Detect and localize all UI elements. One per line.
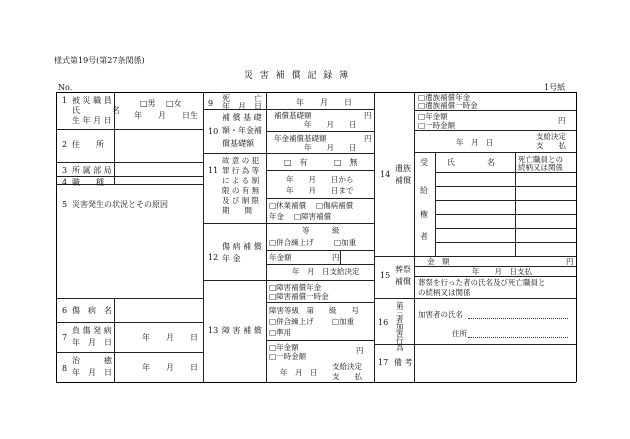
- row-4-number: 4: [62, 178, 68, 187]
- third-party-label-6: 行: [396, 336, 404, 345]
- survivor-paid-label: 支 払: [536, 141, 566, 150]
- row-6-number: 6: [62, 306, 68, 315]
- row-11-number: 11: [208, 166, 219, 175]
- recovery-date-label-b: 年 月 日: [72, 368, 112, 377]
- injury-date-label-b: 年 月 日: [72, 338, 112, 347]
- recipient-label-1: 受: [420, 158, 428, 167]
- recipient-name-header: 氏 名: [447, 158, 495, 167]
- illness-grade-field[interactable]: 等 級: [302, 226, 340, 235]
- survivor-label-b: 補償: [395, 176, 411, 185]
- death-date-label-b: 年 月 日: [222, 102, 262, 111]
- page-title: 災 害 補 償 記 録 簿: [244, 71, 351, 81]
- victim-label-c: 生 年 月 日: [72, 116, 112, 125]
- base-amount-label-a: 補 償 基 礎: [222, 113, 262, 122]
- disability-grade-field[interactable]: 障害等級 第 級 号: [269, 306, 359, 315]
- recovery-date-label-a: 治 癒: [72, 356, 112, 365]
- row-15-number: 15: [380, 271, 391, 280]
- funeral-label-a: 葬祭: [395, 265, 411, 274]
- disability-comp-label: 障 害 補 償: [222, 326, 262, 335]
- third-party-label-7: 為: [396, 343, 404, 352]
- disability-pension-checkbox[interactable]: □障害補償年金: [269, 283, 322, 292]
- recipient-relation-header-b: 続柄又は関係: [518, 163, 563, 172]
- illness-pension-amount: 年金額: [269, 253, 292, 262]
- illness-decision-date[interactable]: 年 月 日支給決定: [292, 267, 360, 276]
- gender-male-checkbox[interactable]: □男: [140, 99, 156, 108]
- base-amount-yen: 円: [364, 111, 372, 120]
- injury-date-field[interactable]: 年 月 日: [142, 333, 198, 342]
- row-16-number: 16: [378, 318, 389, 327]
- row-5-number: 5: [62, 200, 68, 209]
- funeral-label-b: 補償: [395, 277, 411, 286]
- survivor-lump-amount-checkbox[interactable]: □一時金額: [418, 121, 456, 130]
- third-party-label-1: 第: [396, 301, 404, 310]
- restriction-label-a: 故 意 の 犯: [222, 156, 260, 165]
- survivor-decision-date[interactable]: 年 月 日: [456, 138, 494, 147]
- restriction-from-date[interactable]: 年 月 日から: [286, 175, 354, 184]
- pension-option-label: 年金: [269, 212, 284, 221]
- accident-cause-label: 災害発生の状況とその原因: [72, 200, 168, 209]
- illness-pension-label-b: 年 金: [222, 254, 241, 263]
- base-amount-date[interactable]: 年 月 日: [304, 120, 357, 129]
- row-10-number: 10: [208, 127, 219, 136]
- funeral-paid-date[interactable]: 年 月 日支払: [472, 267, 532, 276]
- row-3-number: 3: [62, 166, 68, 175]
- base-amount-field: 補償基礎額: [274, 111, 312, 120]
- record-no-label: No.: [58, 83, 73, 92]
- disability-pension-amount-checkbox[interactable]: □年金額: [269, 343, 299, 352]
- recipient-label-4: 者: [420, 232, 428, 241]
- third-party-label-2: 三: [396, 308, 404, 317]
- funeral-amount-label: 金 額: [427, 257, 450, 266]
- offender-address-field[interactable]: [468, 337, 568, 338]
- illness-add-checkbox[interactable]: □加重: [334, 238, 357, 247]
- illness-merge-checkbox[interactable]: □併合繰上げ: [269, 238, 314, 247]
- disability-merge-checkbox[interactable]: □併合繰上げ: [269, 317, 314, 326]
- survivor-label-a: 遺族: [395, 164, 411, 173]
- survivor-decision-label: 支給決定: [536, 132, 566, 141]
- row-8-number: 8: [62, 364, 68, 373]
- offender-name-field[interactable]: [468, 318, 568, 319]
- survivor-amount-yen: 円: [558, 116, 566, 125]
- illness-pension-label-a: 傷 病 補 償: [222, 242, 262, 251]
- disability-paid-label: 支 払: [332, 372, 362, 381]
- sheet-label: 1号紙: [544, 83, 566, 92]
- illness-name-label: 傷 病 名: [72, 306, 112, 315]
- restriction-no-checkbox[interactable]: □ 無: [334, 158, 358, 167]
- disability-decision-label: 支給決定: [332, 362, 362, 371]
- row-2-number: 2: [62, 140, 68, 149]
- form-number: 様式第19号(第27条関係): [54, 56, 145, 65]
- pension-base-amount-field: 年金補償基礎額: [274, 134, 327, 143]
- row-9-number: 9: [208, 99, 214, 108]
- leave-comp-checkbox[interactable]: □休業補償: [269, 201, 307, 210]
- disability-lump-amount-checkbox[interactable]: □一時金額: [269, 352, 307, 361]
- restriction-label-b: 罪 行 為 等: [222, 166, 260, 175]
- offender-address-label: 住所: [452, 329, 467, 338]
- disability-analog-checkbox[interactable]: □準用: [269, 328, 292, 337]
- base-amount-label-b: 額・年金補: [222, 126, 262, 135]
- funeral-performer-text-b: の続柄又は関係: [418, 288, 471, 297]
- recipient-label-3: 権: [420, 210, 428, 219]
- restriction-to-date[interactable]: 年 月 日まで: [286, 186, 354, 195]
- row-12-number: 12: [208, 253, 219, 262]
- gender-female-checkbox[interactable]: □女: [166, 99, 182, 108]
- remarks-label: 備 考: [394, 358, 413, 367]
- restriction-label-f: 期 間: [222, 206, 252, 215]
- survivor-lump-checkbox[interactable]: □遺族補償一時金: [418, 101, 478, 110]
- injury-date-label-a: 負 傷 発 病: [72, 326, 112, 335]
- base-amount-label-c: 償基礎額: [222, 139, 254, 148]
- restriction-label-d: 限 の 有 無: [222, 186, 260, 195]
- job-type-label: 職 種: [72, 178, 104, 187]
- third-party-label-4: 加: [396, 322, 404, 331]
- disability-decision-date[interactable]: 年 月 日: [280, 368, 318, 377]
- disability-comp-checkbox[interactable]: □障害補償: [294, 212, 332, 221]
- recipient-label-2: 給: [420, 186, 428, 195]
- row-1-number: 1: [62, 96, 68, 105]
- survivor-pension-amount-checkbox[interactable]: □年金額: [418, 112, 448, 121]
- third-party-label-5: 害: [396, 329, 404, 338]
- row-17-number: 17: [378, 358, 389, 367]
- disability-add-checkbox[interactable]: □加重: [332, 317, 355, 326]
- pension-base-amount-date[interactable]: 年 月 日: [304, 143, 357, 152]
- row-13-number: 13: [208, 326, 219, 335]
- restriction-yes-checkbox[interactable]: □ 有: [284, 158, 308, 167]
- restriction-label-e: 及 び 制 限: [222, 196, 260, 205]
- victim-label-a: 被 災 職 員: [72, 96, 112, 105]
- disability-lump-checkbox[interactable]: □障害補償一時金: [269, 292, 329, 301]
- recovery-date-field[interactable]: 年 月 日: [142, 363, 198, 372]
- funeral-amount-yen: 円: [566, 257, 574, 266]
- illness-pension-yen: 円: [332, 253, 340, 262]
- restriction-label-c: に よ る 制: [222, 176, 260, 185]
- pension-base-amount-yen: 円: [364, 134, 372, 143]
- death-date-label-a: 死 亡: [222, 94, 262, 103]
- department-label: 所 属 部 局: [72, 166, 112, 175]
- row-7-number: 7: [62, 333, 68, 342]
- recipient-relation-header-a: 死亡職員との: [518, 155, 563, 164]
- disability-amount-yen: 円: [356, 346, 364, 355]
- offender-name-label: 加害者の氏名: [418, 310, 463, 319]
- survivor-pension-checkbox[interactable]: □遺族補償年金: [418, 93, 471, 102]
- victim-label-b: 氏 名: [72, 106, 120, 115]
- third-party-label-3: 者: [396, 315, 404, 324]
- death-date-field[interactable]: 年 月 日: [296, 98, 352, 107]
- birth-date-field[interactable]: 年 月 日生: [134, 111, 198, 120]
- address-label: 住 所: [72, 140, 104, 149]
- illness-comp-checkbox[interactable]: □傷病補償: [316, 201, 354, 210]
- funeral-performer-text-a: 葬祭を行った者の氏名及び死亡職員と: [418, 278, 546, 287]
- row-14-number: 14: [380, 170, 391, 179]
